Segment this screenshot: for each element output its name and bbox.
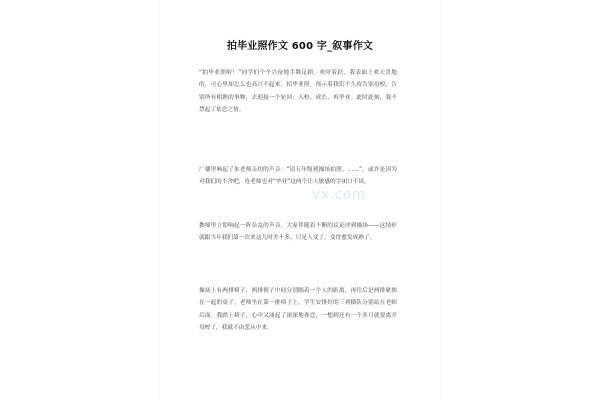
paragraph-4: 操场上有两排椅子，两排椅子中间分别隔着一个人的距离，再往后是两排紧挨在一起的桌子。老师坐在第一排椅子上，学生安排好的三列横队分别站在老师后面。我踏上椅子，心中又涌起了深深地眷恋，一想到还有一个多月就要离开母校了，我就不由悲从中来。 xyxy=(199,288,397,332)
paragraph-2: 广播里响起了朱老师亲切的声音：“请五年级到操场拍照。……”，或许是因为对我们的不舍吧，连老师也对“毕业”这两个让人敏感的字闭口不谈。 xyxy=(199,167,397,186)
document-paper xyxy=(160,0,440,400)
watermark: vx.com xyxy=(312,187,366,203)
paragraph-1: “拍毕业照啦！”同学们个个兴奋地手舞足蹈，欢呼着跃，我表面上欢天喜地的，可心里却怎么也高兴不起来。拍毕业照，预示着我们不久将告别母校，告别所有相熟的事物，去迎接一个轮回：入校、成长、再毕业。此时此刻，我不禁起了依恋之情。 xyxy=(199,70,397,114)
paragraph-3: 教师里立即响起一阵杂乱的声音，大家伴随着不断的议论冲到操场——这情形就跟当年我们第一次来这儿时差不多，只是人变了，变得愈发成熟了。 xyxy=(199,223,397,242)
document-title: 拍毕业照作文 600 字_叙事作文 xyxy=(226,41,374,52)
